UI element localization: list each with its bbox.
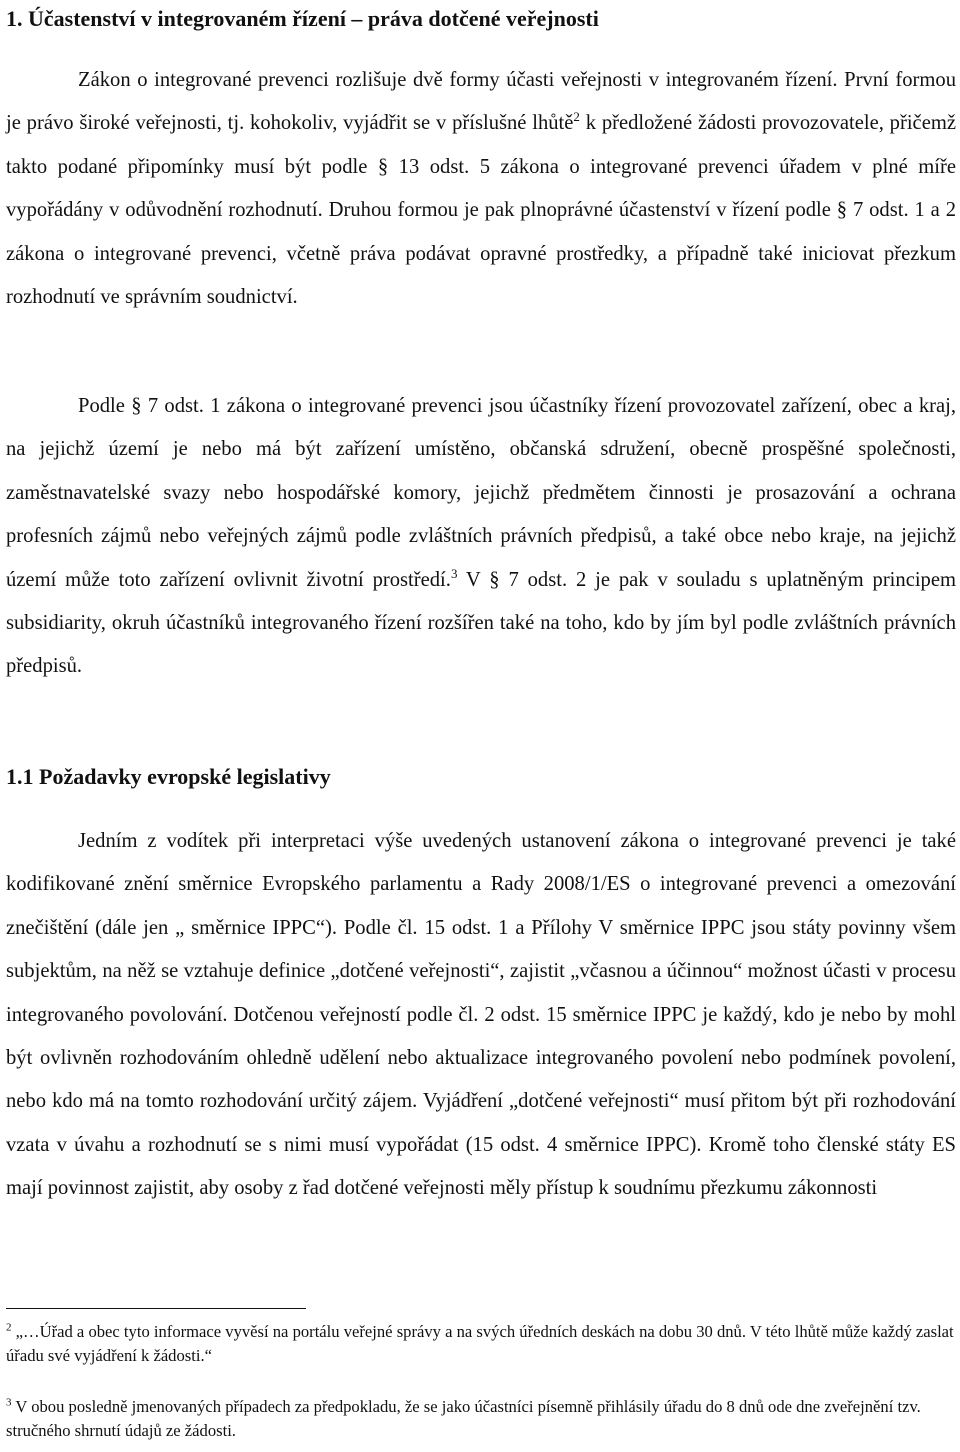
paragraph-2-text-b: V § 7 odst. 2 je pak v souladu s uplatněným principem subsidiarity, okruh účastníků integrovaného řízení rozšířen také na toho, kdo by jím byl podle zvláštních právních předpisů. [6, 568, 957, 678]
section-heading-1-1: 1.1 Požadavky evropské legislativy [6, 764, 331, 789]
footnote-3 [6, 1395, 956, 1443]
paragraph-1-text-a: Zákon o integrované prevenci rozlišuje dvě formy účasti veřejnosti v integrovaném řízení. První formou je právo široké veřejnosti, tj. kohokoliv, vyjádřit se v příslušné lhůtě [6, 69, 956, 135]
paragraph-1 [6, 59, 956, 319]
paragraph-1-text-b: k předložené žádosti provozovatele, přičemž takto podané připomínky musí být podle § 13 odst. 5 zákona o integrované prevenci úřadem v plné míře vypořádány v odůvodnění rozhodnutí. Druhou formou je pak plnoprávné účastenství v řízení podle § 7 odst. 1 a 2 zákona o integrované prevenci, včetně práva podávat opravné prostředky, a případně také iniciovat přezkum rozhodnutí ve správním soudnictví. [6, 112, 956, 309]
footnote-2-mark: 2 [6, 1321, 12, 1334]
footnote-2 [6, 1320, 956, 1368]
paragraph-2-text-a: Podle § 7 odst. 1 zákona o integrované prevenci jsou účastníky řízení provozovatel zařízení, obec a kraj, na jejichž území je nebo má být zařízení umístěno, občanská sdružení, obecně prospěšné společnosti, zaměstnavatelské svazy nebo hospodářské komory, jejichž předmětem činnosti je prosazování a ochrana profesních zájmů nebo veřejných zájmů podle zvláštních právních předpisů, a také obce nebo kraje, na jejichž území může toto zařízení ovlivnit životní prostředí. [6, 395, 956, 591]
paragraph-3: Jedním z vodítek při interpretaci výše uvedených ustanovení zákona o integrované prevenci je také kodifikované znění směrnice Evropského parlamentu a Rady 2008/1/ES o integrované prevenci a omezování znečištění (dále jen „ směrnice IPPC“). Podle čl. 15 odst. 1 a Přílohy V směrnice IPPC jsou státy povinny všem subjektům, na něž se vztahuje definice „dotčené veřejnosti“, zajistit „včasnou a účinnou“ možnost účasti v procesu integrovaného povolování. Dotčenou veřejností podle čl. 2 odst. 15 směrnice IPPC je každý, kdo je nebo by mohl být ovlivněn rozhodováním ohledně udělení nebo aktualizace integrovaného povolení nebo podmínek povolení, nebo kdo má na tomto rozhodování určitý zájem. Vyjádření „dotčené veřejnosti“ musí přitom být při rozhodování vzata v úvahu a rozhodnutí se s nimi musí vypořádat (15 odst. 4 směrnice IPPC). Kromě toho členské státy ES mají povinnost zajistit, aby osoby z řad dotčené veřejnosti měly přístup k soudnímu přezkumu zákonnosti [6, 830, 956, 1200]
footnote-ref-2: 2 [573, 109, 580, 125]
section-heading-1: 1. Účastenství v integrovaném řízení – práva dotčené veřejnosti [6, 6, 599, 31]
footnote-divider [6, 1308, 306, 1309]
footnote-2-text: „…Úřad a obec tyto informace vyvěsí na portálu veřejné správy a na svých úředních deskách na dobu 30 dnů. V této lhůtě může každý zaslat úřadu své vyjádření k žádosti.“ [6, 1322, 954, 1365]
footnote-3-mark: 3 [6, 1396, 12, 1409]
footnote-3-text: V obou posledně jmenovaných případech za předpokladu, že se jako účastníci písemně přihlásily úřadu do 8 dnů ode dne zveřejnění tzv. stručného shrnutí údajů ze žádosti. [6, 1397, 921, 1440]
footnote-ref-3: 3 [450, 565, 458, 581]
paragraph-2 [6, 385, 956, 689]
